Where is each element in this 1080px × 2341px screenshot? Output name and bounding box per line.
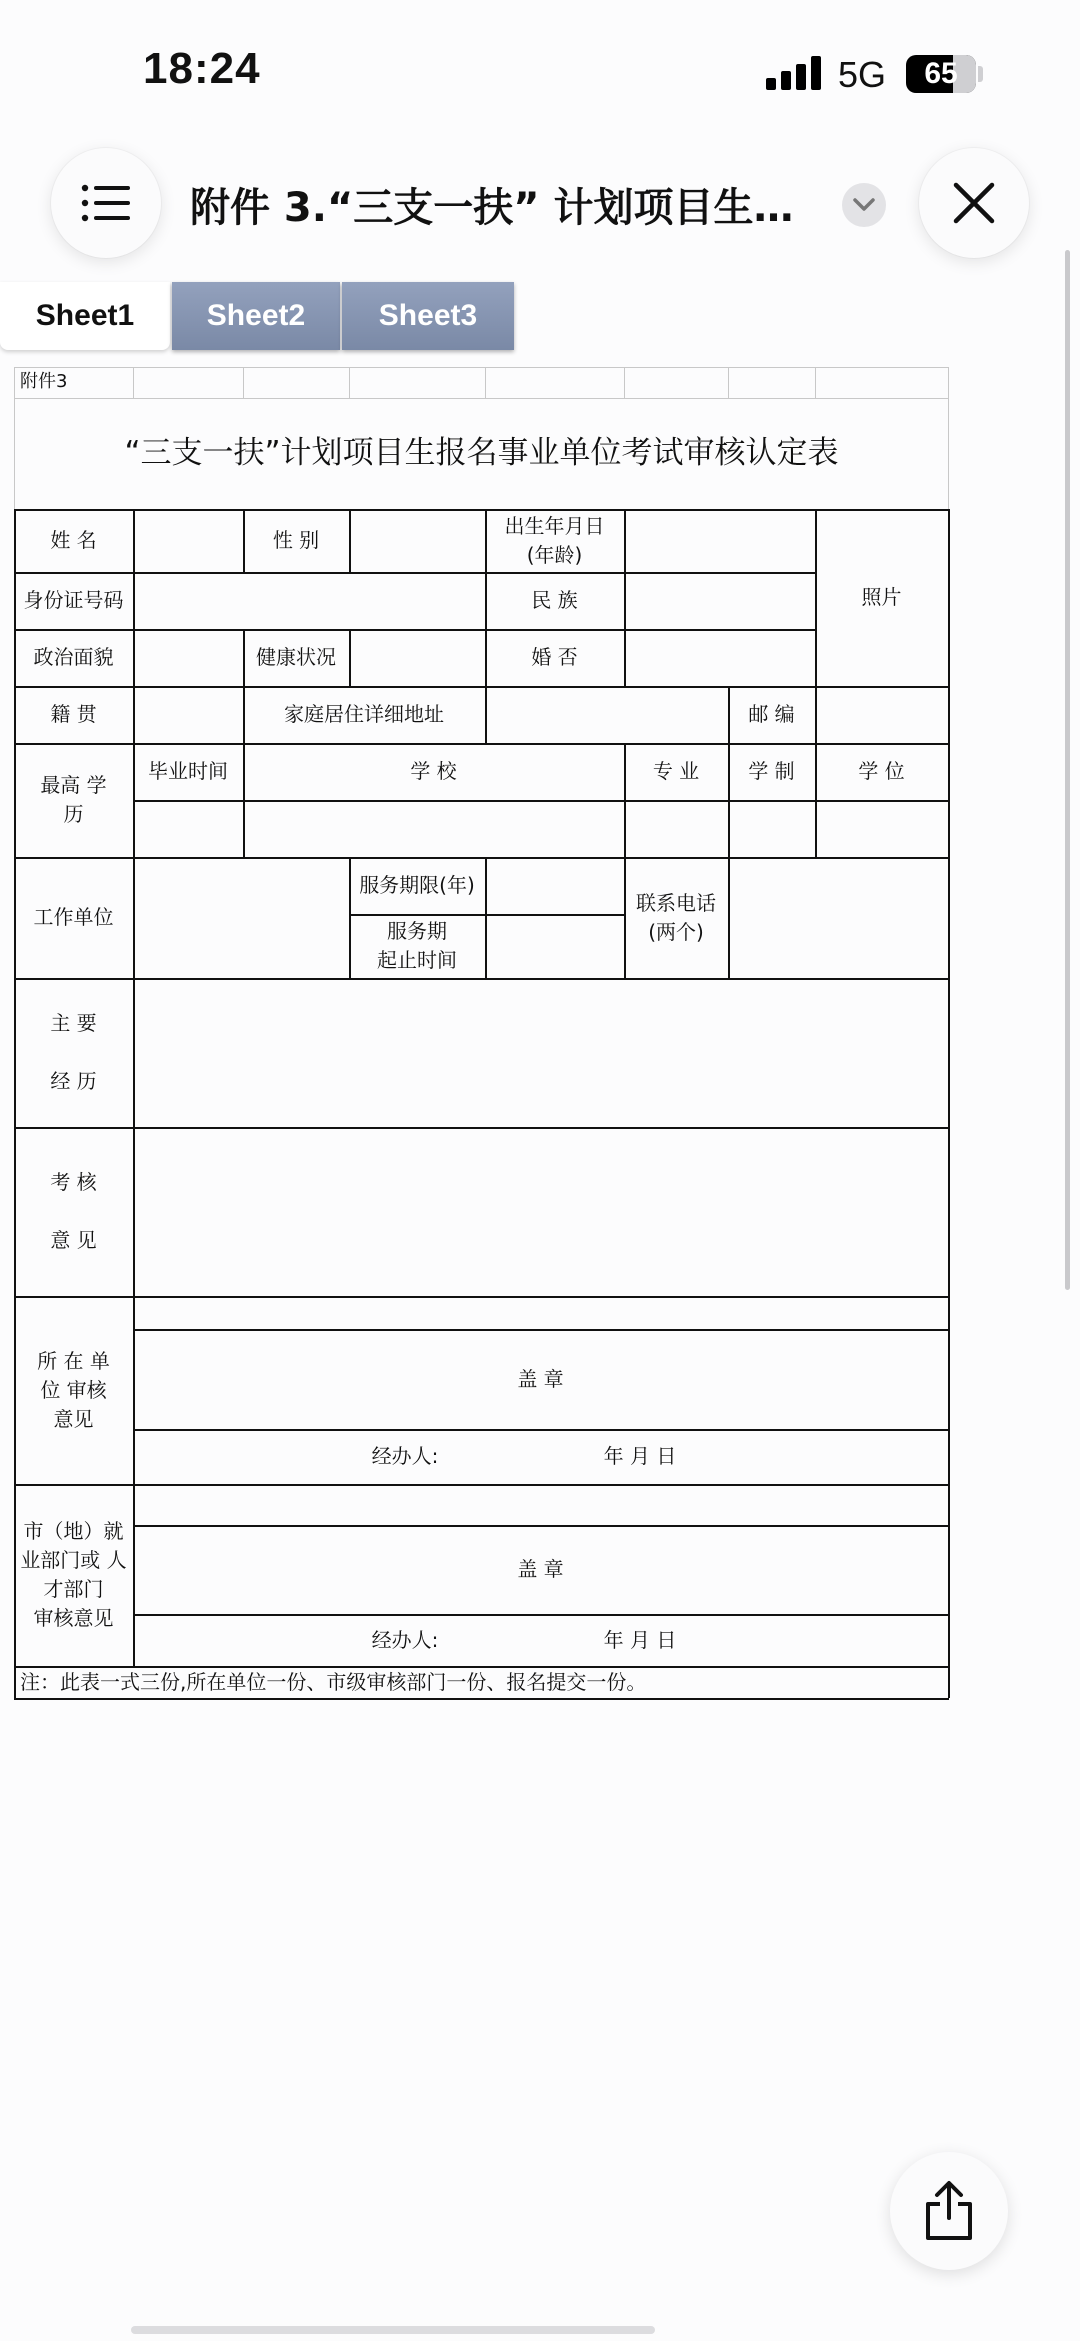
share-button[interactable]	[890, 2152, 1008, 2270]
major-label: 专 业	[652, 759, 700, 783]
address-label: 家庭居住详细地址	[284, 702, 444, 726]
battery-icon	[906, 55, 976, 93]
system-label: 学 制	[748, 759, 795, 783]
cellular-signal-icon	[766, 56, 822, 90]
city-handler-label: 经办人:	[371, 1627, 439, 1652]
unit-date-label: 年 月 日	[603, 1444, 677, 1468]
home-indicator[interactable]	[131, 2326, 655, 2334]
service-period-label: 服务期 起止时间	[377, 919, 457, 972]
battery-level: 65	[924, 57, 958, 90]
id-label: 身份证号码	[23, 588, 124, 612]
form-title: “三支一扶”计划项目生报名事业单位考试审核认定表	[124, 435, 839, 472]
assessment-label: 考 核 意 见	[50, 1170, 97, 1252]
postcode-label: 邮 编	[748, 702, 795, 726]
status-time: 18:24	[143, 44, 261, 93]
share-icon	[922, 2180, 976, 2242]
footnote: 注：此表一式三份,所在单位一份、市级审核部门一份、报名提交一份。	[20, 1669, 647, 1694]
gender-label: 性 别	[272, 528, 320, 552]
unit-handler-label: 经办人:	[371, 1444, 439, 1468]
education-label: 最高 学 历	[40, 773, 107, 826]
annex-label: 附件3	[20, 371, 68, 393]
native-label: 籍 贯	[50, 702, 97, 726]
name-label: 姓 名	[50, 528, 97, 552]
network-type: 5G	[838, 54, 887, 95]
city-seal-label: 盖 章	[517, 1557, 564, 1581]
photo-label: 照片	[861, 585, 902, 609]
city-review-label: 市（地）就 业部门或 人 才部门 审核意见	[20, 1519, 127, 1630]
school-label: 学 校	[410, 759, 457, 783]
service-years-label: 服务期限(年)	[359, 873, 475, 897]
vertical-scrollbar[interactable]	[1065, 250, 1070, 1290]
work-unit-label: 工作单位	[33, 905, 114, 929]
unit-seal-label: 盖 章	[517, 1366, 564, 1391]
title-menu-button[interactable]	[842, 183, 886, 227]
battery-tip	[978, 66, 983, 82]
tab-sheet2[interactable]: Sheet2	[172, 282, 340, 350]
political-label: 政治面貌	[33, 645, 114, 669]
close-button[interactable]	[919, 148, 1029, 258]
marital-label: 婚 否	[531, 645, 578, 669]
ethnicity-label: 民 族	[531, 588, 578, 612]
unit-review-label: 所 在 单 位 审核 意见	[37, 1348, 110, 1431]
document-title[interactable]: 附件 3.“三支一扶” 计划项目生…	[190, 185, 794, 231]
tab-sheet1[interactable]: Sheet1	[0, 282, 170, 350]
tab-sheet3[interactable]: Sheet3	[342, 282, 514, 350]
degree-label: 学 位	[858, 759, 905, 783]
experience-label: 主 要 经 历	[50, 1011, 97, 1093]
birth-label: 出生年月日 (年龄)	[504, 513, 605, 567]
list-icon	[81, 183, 131, 223]
grad-time-label: 毕业时间	[148, 759, 228, 783]
close-icon	[952, 181, 996, 225]
outline-button[interactable]	[51, 148, 161, 258]
chevron-down-icon	[853, 198, 875, 212]
health-label: 健康状况	[256, 645, 336, 669]
phone-label: 联系电话 (两个)	[636, 890, 716, 944]
city-date-label: 年 月 日	[603, 1627, 677, 1652]
